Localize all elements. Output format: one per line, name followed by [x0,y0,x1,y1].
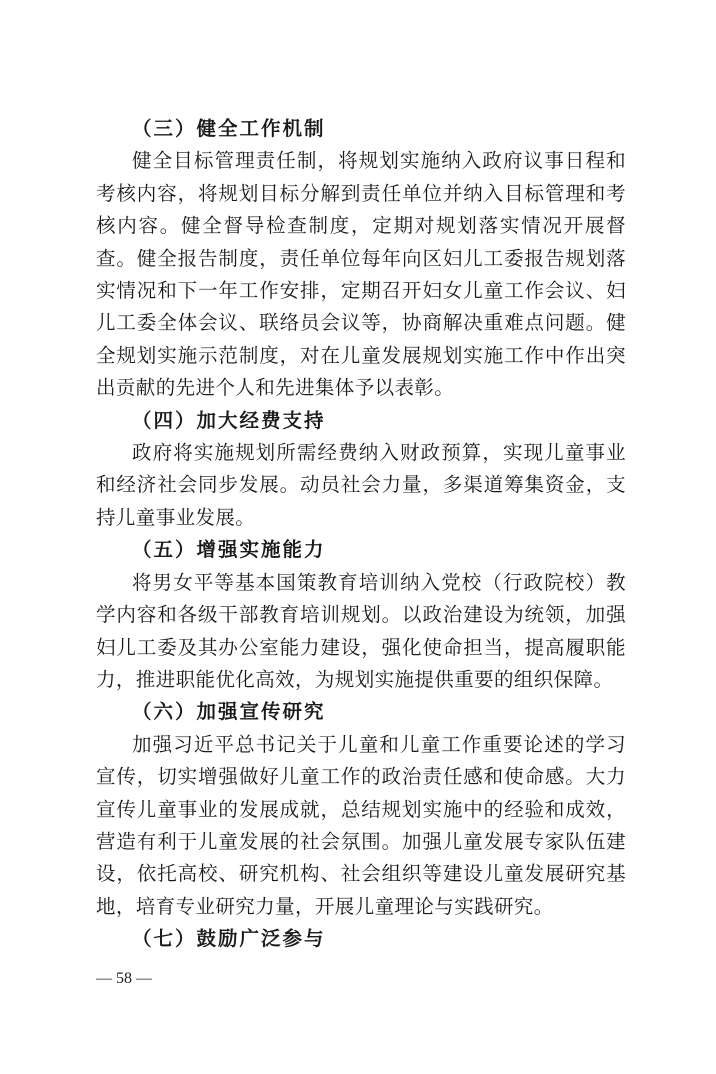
section-heading-4: （四）加大经费支持 [132,408,326,432]
section-heading-5: （五）增强实施能力 [132,538,326,562]
section-paragraph-3: 健全目标管理责任制，将规划实施纳入政府议事日程和考核内容，将规划目标分解到责任单位并纳入目标管理和考核内容。健全督导检查制度，定期对规划落实情况开展督查。健全报告制度，责任单位每年向区妇儿工委报告规划落实情况和下一年工作安排，定期召开妇女儿童工作会议、妇儿工委全体会议、联络员会议等，协商解决重难点问题。健全规划实施示范制度，对在儿童发展规划实施工作中作出突出贡献的先进个人和先进集体予以表彰。 [96,149,626,400]
document-body [96,113,626,956]
page-number: — 58 — [96,970,152,987]
section-paragraph-4: 政府将实施规划所需经费纳入财政预算，实现儿童事业和经济社会同步发展。动员社会力量，多渠道筹集资金，支持儿童事业发展。 [96,441,626,529]
section-heading-3: （三）健全工作机制 [132,117,326,140]
section-heading-7: （七）鼓励广泛参与 [132,927,326,951]
section-heading-6: （六）加强宣传研究 [132,700,326,724]
section-paragraph-5: 将男女平等基本国策教育培训纳入党校（行政院校）教学内容和各级干部教育培训规划。以政治建设为统领，加强妇儿工委及其办公室能力建设，强化使命担当，提高履职能力，推进职能优化高效，为规划实施提供重要的组织保障。 [96,570,626,691]
section-paragraph-6: 加强习近平总书记关于儿童和儿童工作重要论述的学习宣传，切实增强做好儿童工作的政治责任感和使命感。大力宣传儿童事业的发展成就，总结规划实施中的经验和成效，营造有利于儿童发展的社会氛围。加强儿童发展专家队伍建设，依托高校、研究机构、社会组织等建设儿童发展研究基地，培育专业研究力量，开展儿童理论与实践研究。 [96,732,626,918]
